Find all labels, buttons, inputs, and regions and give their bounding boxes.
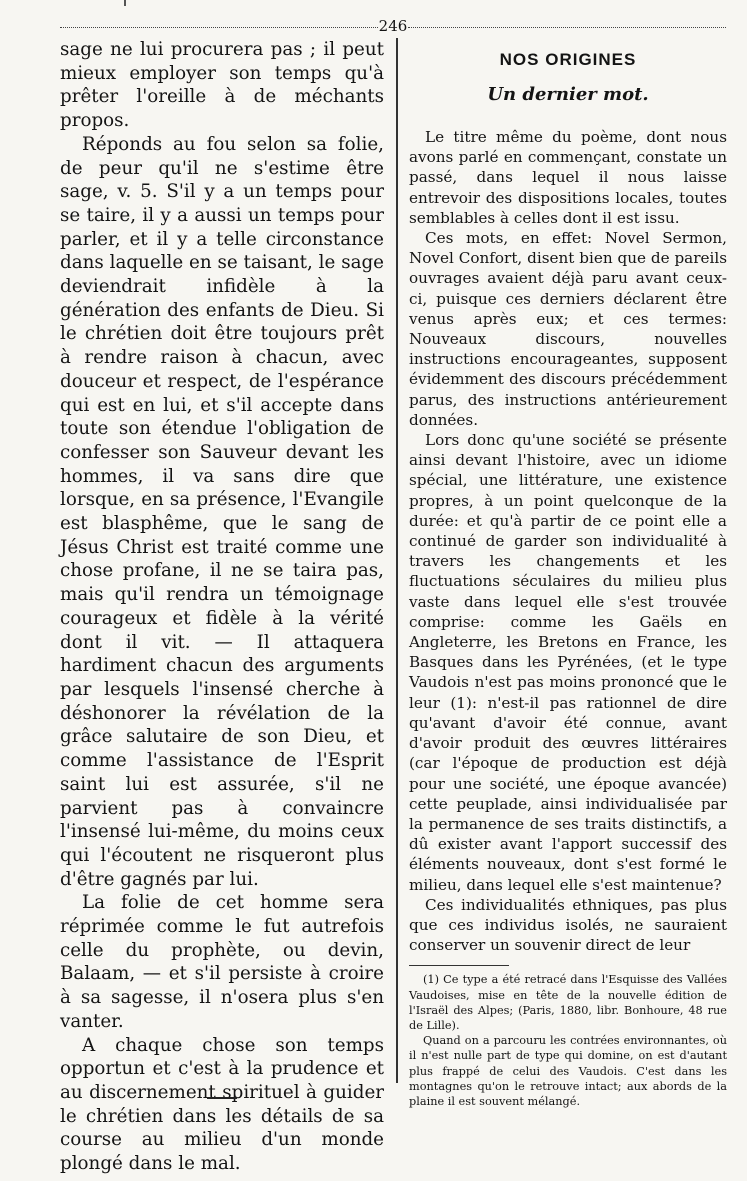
right-paragraph: Ces individualités ethniques, pas plus que ces individus isolés, ne sauraient conserver un souvenir direct de leur — [409, 895, 727, 955]
column-divider — [396, 38, 398, 1083]
end-of-text-rule — [207, 1097, 237, 1099]
footnote: Quand on a parcouru les contrées environnantes, où il n'est nulle part de type qui domine, on est d'autant plus frappé de celui des Vaudois. C'est dans les montagnes qu'on le retrouve intact; aux abords de la plaine il est souvent mélangé. — [409, 1034, 727, 1108]
right-column — [409, 38, 727, 1109]
footnote: (1) Ce type a été retracé dans l'Esquisse des Vallées Vaudoises, mise en tête de la nouvelle édition de l'Israël des Alpes; (Paris, 1880, libr. Bonhoure, 48 rue de Lille). — [409, 973, 727, 1032]
footnote-rule — [409, 965, 509, 966]
page-number: 246 — [378, 17, 408, 35]
header-rule-right — [408, 27, 726, 28]
right-paragraph: Lors donc qu'une société se présente ainsi devant l'histoire, avec un idiome spécial, une littérature, une existence propres, à un point quelconque de la durée: et qu'à partir de ce point elle a continué de garder son individualité à travers les changements et les fluctuations séculaires du milieu plus vaste dans lequel elle s'est trouvée comprise: comme les Gaëls en Angleterre, les Bretons en France, les Basques dans les Pyrénées, (et le type Vaudois n'est pas moins prononcé que le leur (1): n'est-il pas rationnel de dire qu'avant d'avoir été connue, avant d'avoir produit des œuvres littéraires (car l'époque de production est déjà pour une société, une époque avancée) cette peuplade, ainsi individualisée par la permanence de ses traits distinctifs, a dû exister avant l'apport successif des éléments nouveaux, dont s'est formé le milieu, dans lequel elle s'est maintenue? — [409, 431, 727, 894]
right-paragraph: Le titre même du poème, dont nous avons parlé en commençant, constate un passé, dans lequel il nous laisse entrevoir des dispositions locales, toutes semblables à celles dont il est issu. — [409, 128, 727, 227]
ink-speck — [124, 0, 126, 6]
left-paragraph: La folie de cet homme sera réprimée comme le fut autrefois celle du prophète, ou devin, Balaam, — et s'il persiste à croire à sa sagesse, il n'osera plus s'en vanter. — [60, 892, 384, 1032]
header-rule-left — [60, 27, 378, 28]
left-paragraph: A chaque chose son temps opportun et c'est à la prudence et au discernement spirituel à guider le chrétien dans les détails de sa course au milieu d'un monde plongé dans le mal. — [60, 1034, 384, 1175]
left-paragraph: sage ne lui procurera pas ; il peut mieux employer son temps qu'à prêter l'oreille à de méchants propos. — [60, 39, 384, 132]
section-subtitle: Un dernier mot. — [487, 84, 649, 105]
section-title: NOS ORIGINES — [499, 50, 637, 69]
left-column — [60, 38, 384, 1176]
left-paragraph: Réponds au fou selon sa folie, de peur qu'il ne s'estime être sage, v. 5. S'il y a un temps pour se taire, il y a aussi un temps pour parler, et il y a telle circonstance dans laquelle en se taisant, le sage deviendrait infidèle à la génération des enfants de Dieu. Si le chrétien doit être toujours prêt à rendre raison à chacun, avec douceur et respect, de l'espérance qui est en lui, et s'il accepte dans toute son étendue l'obligation de confesser son Sauveur devant les hommes, il va sans dire que lorsque, en sa présence, l'Evangile est blasphême, que le sang de Jésus Christ est traité comme une chose profane, il ne se taira pas, mais qu'il rendra un témoignage courageux et fidèle à la vérité dont il vit. — Il attaquera hardiment chacun des arguments par lesquels l'insensé cherche à déshonorer la révélation de la grâce salutaire de son Dieu, et comme l'assistance de l'Esprit saint lui est assurée, s'il ne parvient pas à convaincre l'insensé lui-même, du moins ceux qui l'écoutent ne risqueront plus d'être gagnés par lui. — [60, 133, 384, 890]
right-paragraph: Ces mots, en effet: Novel Sermon, Novel Confort, disent bien que de pareils ouvrages avaient déjà paru avant ceux-ci, puisque ces derniers déclarent être venus après eux; et ces termes: Nouveaux discours, nouvelles instructions encourageantes, supposent évidemment des discours précédemment parus, des instructions antérieurement données. — [409, 229, 727, 429]
